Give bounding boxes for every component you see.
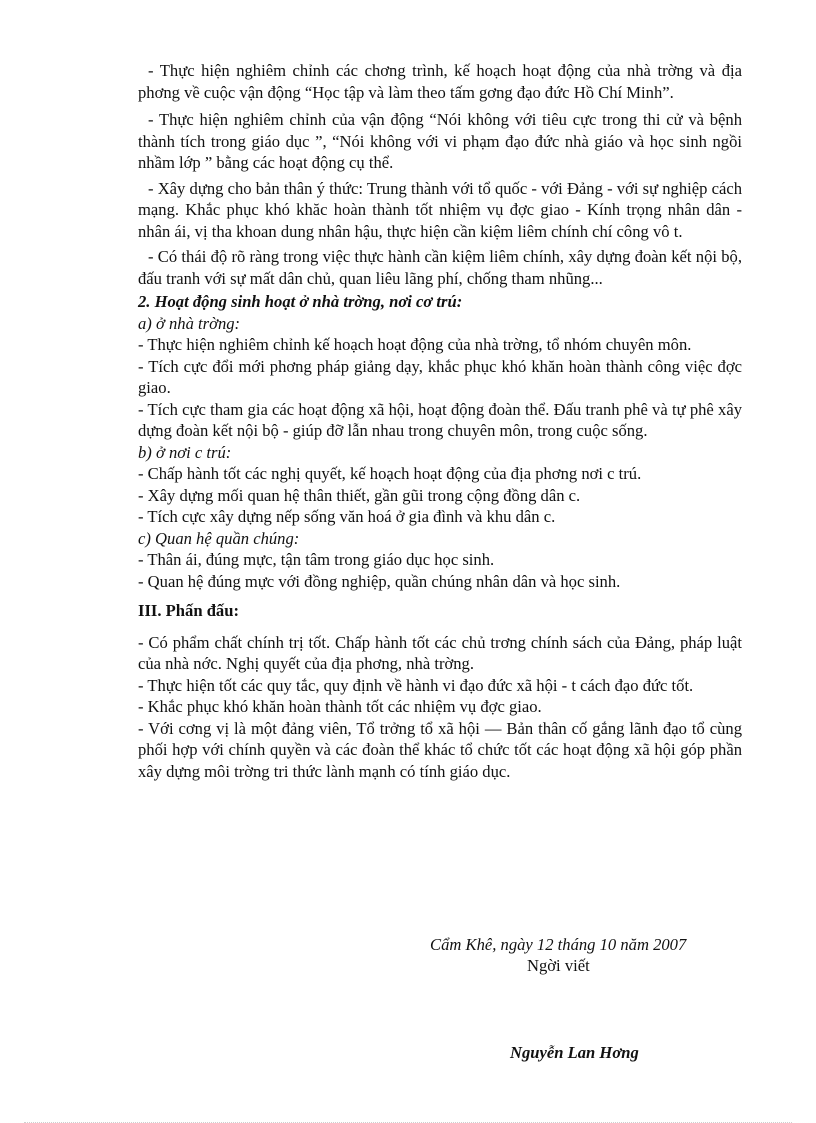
paragraph-1: - Thực hiện nghiêm chỉnh các chơng trình, kế hoạch hoạt động của nhà trờng và địa phơng về cuộc vận động “Học tập và làm theo tấm gơng đạo đức Hồ Chí Minh”. <box>138 61 742 102</box>
list-item: - Xây dựng mối quan hệ thân thiết, gần gũi trong cộng đồng dân c. <box>138 485 581 505</box>
subsection-a-title: a) ở nhà trờng: <box>138 313 241 333</box>
document-body <box>138 60 742 782</box>
list-item: - Có phẩm chất chính trị tốt. Chấp hành tốt các chủ trơng chính sách của Đảng, pháp luật của nhà nớc. Nghị quyết của địa phơng, nhà trờng. <box>138 632 742 673</box>
paragraph-4: - Có thái độ rõ ràng trong việc thực hành cần kiệm liêm chính, xây dựng đoàn kết nội bộ, đấu tranh với sự mất dân chủ, quan liêu lãng phí, chống tham nhũng... <box>138 247 742 288</box>
section-3-title: III. Phấn đấu: <box>138 601 239 620</box>
signature-date: Cẩm Khê, ngày 12 tháng 10 năm 2007 <box>430 935 687 954</box>
list-item: - Tích cực đổi mới phơng pháp giảng dạy, khắc phục khó khăn hoàn thành công việc đợc giao. <box>138 356 742 397</box>
list-item: - Chấp hành tốt các nghị quyết, kế hoạch hoạt động của địa phơng nơi c trú. <box>138 464 642 483</box>
list-item: - Thực hiện tốt các quy tắc, quy định về hành vi đạo đức xã hội - t cách đạo đức tốt. <box>138 675 694 695</box>
list-item: - Thực hiện nghiêm chỉnh kế hoạch hoạt động của nhà trờng, tổ nhóm chuyên môn. <box>138 335 692 354</box>
paragraph-2: - Thực hiện nghiêm chỉnh của vận động “Nói không với tiêu cực trong thi cử và bệnh thành tích trong giáo dục ”, “Nói không với vi phạm đạo đức nhà giáo và học sinh ngồi nhầm lớp ” bằng các hoạt động cụ thể. <box>138 110 742 172</box>
paragraph-3: - Xây dựng cho bản thân ý thức: Trung thành với tổ quốc - với Đảng - với sự nghiệp cách mạng. Khắc phục khó khăc hoàn thành tốt nhiệm vụ đợc giao - Kính trọng nhân dân - nhân ái, vị tha khoan dung nhân hậu, thực hiện cần kiệm liêm chính chí công vô t. <box>138 178 742 241</box>
subsection-b-title: b) ở nơi c trú: <box>138 442 232 462</box>
list-item: - Tích cực tham gia các hoạt động xã hội, hoạt động đoàn thể. Đấu tranh phê và tự phê xây dựng đoàn kết nội bộ - giúp đỡ lẫn nhau trong chuyên môn, trong cuộc sống. <box>138 399 742 440</box>
list-item: - Với cơng vị là một đảng viên, Tổ trởng tổ xã hội — Bản thân cố gắng lãnh đạo tổ cùng phối hợp với chính quyền và các đoàn thể khác tổ chức tốt các hoạt động xã hội góp phần xây dựng môi trờng tri thức lành mạnh có tính giáo dục. <box>138 718 742 781</box>
signature-name: Nguyễn Lan Hơng <box>510 1043 639 1062</box>
list-item: - Khắc phục khó khăn hoàn thành tốt các nhiệm vụ đợc giao. <box>138 697 542 716</box>
list-item: - Quan hệ đúng mực với đồng nghiệp, quần chúng nhân dân và học sinh. <box>138 571 621 591</box>
section-2-title: 2. Hoạt động sinh hoạt ở nhà trờng, nơi cơ trú: <box>138 292 463 311</box>
subsection-c-title: c) Quan hệ quần chúng: <box>138 528 300 548</box>
signature-role: Ngời viết <box>527 956 590 975</box>
list-item: - Thân ái, đúng mực, tận tâm trong giáo dục học sinh. <box>138 550 495 569</box>
list-item: - Tích cực xây dựng nếp sống văn hoá ở gia đình và khu dân c. <box>138 507 556 526</box>
